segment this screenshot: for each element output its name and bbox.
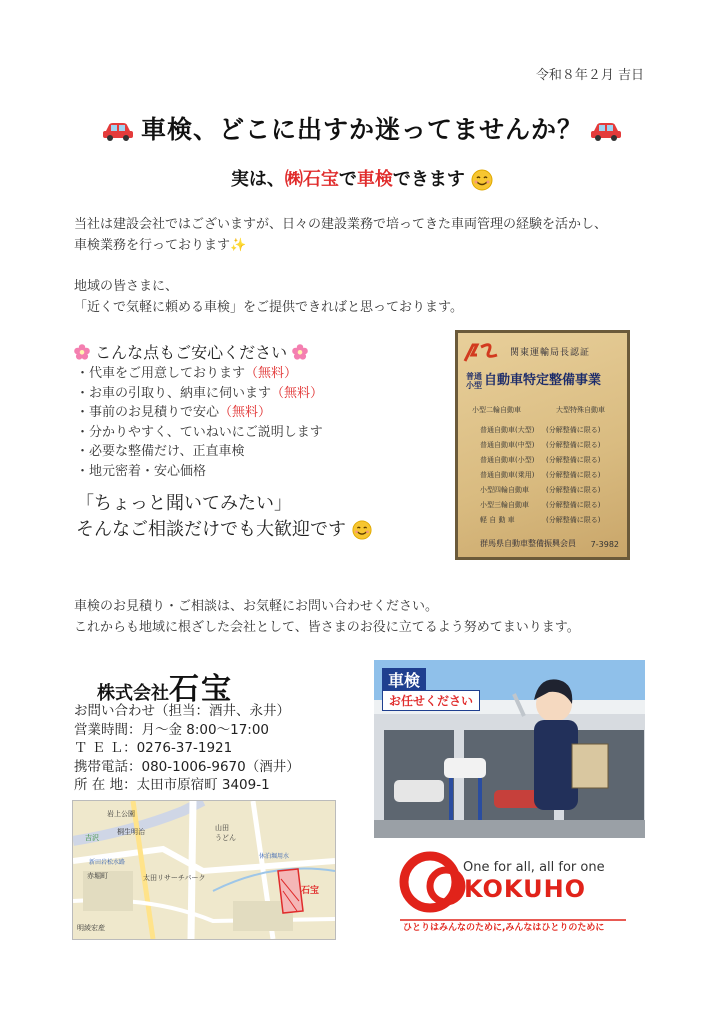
- subhead-keyword: 車検: [356, 169, 393, 190]
- certificate-row-note: (分解整備に限る): [546, 426, 601, 434]
- document-date: 令和８年２月 吉日: [535, 68, 644, 83]
- assurance-title-text: こんな点もご安心ください: [95, 343, 288, 362]
- map-label: 赤堀町: [87, 872, 108, 880]
- certificate-number: 7-3982: [590, 540, 619, 549]
- list-item: ・ 必要な整備だけ、正直車検: [76, 442, 323, 462]
- certificate-authority: 関東運輸局長認証: [510, 348, 591, 358]
- contact-person: お問い合わせ（担当：酒井、永井）: [74, 703, 290, 719]
- closing-line-2: これからも地域に根ざした会社として、皆さまのお役に立てるよう努めてまいります。: [74, 620, 580, 635]
- smile-icon: [352, 520, 372, 540]
- intro-paragraph: [74, 214, 674, 256]
- sign-title: 車検: [382, 668, 426, 691]
- certificate-col2-head: 大型特殊自動車: [556, 406, 605, 414]
- quote-line-2: そんなご相談だけでも大歓迎です: [76, 519, 346, 540]
- list-item: ・ 分かりやすく、ていねいにご説明します: [76, 423, 323, 443]
- consult-quote: [76, 491, 372, 543]
- list-item: ・ 事前のお見積りで安心（無料）: [76, 403, 323, 423]
- map-label: 休泊堀用水: [259, 853, 290, 860]
- list-item: ・ 地元密着・安心価格: [76, 462, 323, 482]
- phone-number: Ｔ Ｅ Ｌ：0276-37-1921: [74, 740, 233, 756]
- map-marker-label: 石宝: [301, 886, 320, 896]
- sparkle-icon: ✨: [230, 238, 247, 253]
- subhead-suffix: できます: [392, 169, 465, 190]
- list-item: ・ 代車をご用意しております（無料）: [76, 364, 323, 384]
- map-label: 桐生明治: [117, 828, 145, 836]
- kokuho-tagline: ひとりはみんなのために,みんなはひとりのために: [403, 923, 605, 933]
- certification-plaque: [455, 330, 630, 560]
- map-label: 明綾宏産: [77, 924, 105, 932]
- car-icon: [101, 121, 135, 141]
- map-label: うどん: [215, 834, 236, 842]
- list-item: ・ お車の引取り、納車に伺います（無料）: [76, 384, 323, 404]
- map-label: 山田: [215, 824, 229, 832]
- certificate-row: 普通自動車(小型): [480, 456, 535, 464]
- certificate-row: 小型四輪自動車: [480, 486, 529, 494]
- map-roads: [73, 801, 335, 939]
- kokuho-brand: KOKUHO: [464, 875, 587, 903]
- certificate-row-note: (分解整備に限る): [546, 441, 601, 449]
- intro-line-2: 車検業務を行っております: [74, 238, 231, 253]
- intro-line-1: 当社は建設会社ではございますが、日々の建設業務で培ってきた車両管理の経験を活かし、: [74, 217, 608, 232]
- company-mark: ㈱石宝: [284, 169, 339, 190]
- company-name-main: 石宝: [169, 672, 233, 707]
- map-label: 新田岩松水路: [89, 859, 126, 866]
- location-map: [72, 800, 336, 940]
- certificate-row: 普通自動車(中型): [480, 441, 535, 449]
- subheadline: [0, 165, 724, 191]
- certificate-title: 普通 小型 自動車特定整備事業: [466, 371, 602, 390]
- certificate-row-note: (分解整備に限る): [546, 516, 601, 524]
- company-prefix: 株式会社: [97, 683, 169, 704]
- certificate-row: 普通自動車(大型): [480, 426, 535, 434]
- assurance-list: [76, 364, 323, 481]
- certificate-row: 普通自動車(乗用): [480, 471, 535, 479]
- certificate-col1-head: 小型二輪自動車: [472, 406, 521, 414]
- map-label: 岩上公園: [107, 810, 135, 818]
- flower-icon: [74, 344, 90, 360]
- region-line-2: 「近くで気軽に頼める車検」をご提供できればと思っております。: [74, 300, 463, 315]
- headline-text: 車検、どこに出すか迷ってませんか？: [140, 115, 583, 144]
- quote-line-1: 「ちょっと聞いてみたい」: [76, 493, 292, 514]
- mobile-number: 携帯電話：080-1006-9670（酒井）: [74, 758, 300, 775]
- certificate-issuer: 群馬県自動車整備振興会員: [480, 539, 576, 548]
- sign-subtitle: お任せください: [382, 690, 480, 711]
- flower-icon: [292, 344, 308, 360]
- region-line-1: 地域の皆さまに、: [74, 279, 179, 294]
- address: 所 在 地：太田市原宿町 3409-1: [74, 777, 270, 793]
- closing-line-1: 車検のお見積り・ご相談は、お気軽にお問い合わせください。: [74, 599, 439, 614]
- region-paragraph: [74, 276, 674, 318]
- car-icon: [589, 121, 623, 141]
- business-hours: 営業時間：月～金 8:00～17:00: [74, 721, 270, 738]
- certificate-row-note: (分解整備に限る): [546, 501, 601, 509]
- kokuho-slogan: One for all, all for one: [463, 860, 605, 875]
- subhead-prefix: 実は、: [230, 169, 285, 190]
- certificate-row-note: (分解整備に限る): [546, 486, 601, 494]
- certificate-row-note: (分解整備に限る): [546, 471, 601, 479]
- certification-logo: [463, 341, 503, 365]
- certificate-row-note: (分解整備に限る): [546, 456, 601, 464]
- mechanic-illustration: [374, 660, 645, 838]
- headline: [0, 110, 724, 146]
- certificate-row: 軽 自 動 車: [480, 516, 515, 524]
- contact-info: [74, 702, 300, 795]
- closing-paragraph: [74, 596, 694, 638]
- map-label: 吉沢: [85, 834, 99, 842]
- assurance-title: [74, 340, 308, 363]
- certificate-row: 小型三輪自動車: [480, 501, 529, 509]
- subhead-middle: で: [338, 169, 357, 190]
- smile-icon: [471, 169, 493, 191]
- map-label: 太田リサーチパーク: [143, 874, 206, 882]
